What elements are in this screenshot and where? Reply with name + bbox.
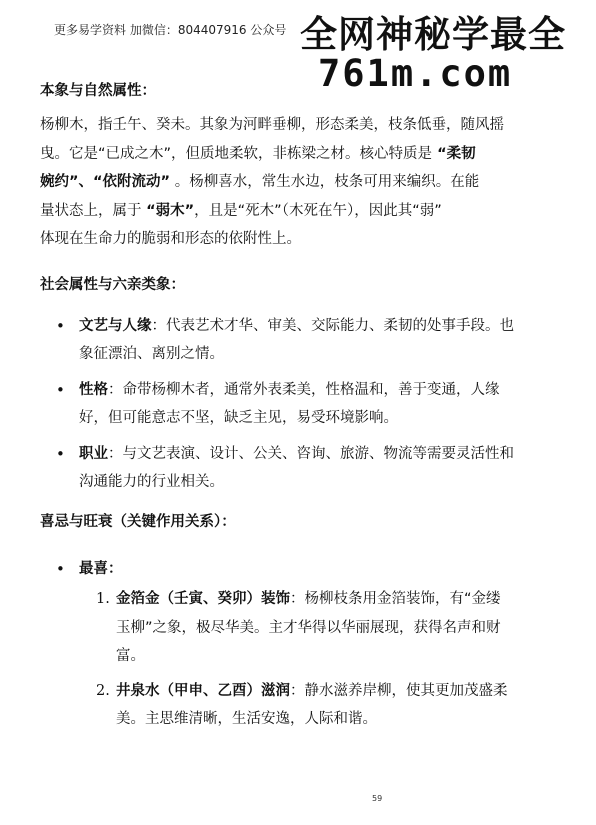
list-text: 象征漂泊、离别之情。 xyxy=(79,346,224,362)
paragraph-line: 体现在生命力的脆弱和形态的依附性上。 xyxy=(40,231,301,247)
list-text: ：命带杨柳木者，通常外表柔美，性格温和，善于变通，人缘 xyxy=(108,381,500,398)
list-item xyxy=(40,312,560,369)
list-text: ：代表艺术才华、审美、交际能力、柔韧的处事手段。也 xyxy=(151,317,514,334)
list-text: 好，但可能意志不坚，缺乏主见，易受环境影响。 xyxy=(79,410,398,426)
text-span: 量状态上，属于 xyxy=(40,202,147,219)
item-number: 2. xyxy=(96,682,110,699)
list-item xyxy=(40,376,560,433)
paragraph-line xyxy=(40,197,560,226)
section-heading-social: 社会属性与六亲类象： xyxy=(40,276,185,293)
numbered-item xyxy=(40,585,560,671)
numbered-item xyxy=(40,677,560,734)
list-term: 金箔金（壬寅、癸卯）装饰 xyxy=(116,591,290,607)
relations-list xyxy=(40,555,560,584)
section-heading-nature: 本象与自然属性： xyxy=(40,83,156,99)
text-span: 。杨柳喜水，常生水边，枝条可用来编织。在能 xyxy=(170,174,480,190)
text-span: ，且是“死木”（木死在午），因此其“弱” xyxy=(194,202,442,219)
bold-text: 婉约”、“依附流动” xyxy=(40,174,171,190)
list-item xyxy=(40,555,560,584)
item-number: 1. xyxy=(96,591,110,607)
social-list xyxy=(40,312,560,497)
list-term-suffix: ： xyxy=(108,560,123,577)
paragraph-line xyxy=(40,168,560,197)
list-text: 富。 xyxy=(116,648,145,664)
page-number: 59 xyxy=(372,794,383,803)
section-heading-relations: 喜忌与旺衰（关键作用关系）： xyxy=(40,513,236,530)
bold-text: “柔韧 xyxy=(432,145,476,162)
list-text: ：与文艺表演、设计、公关、咨询、旅游、物流等需要灵活性和 xyxy=(108,445,514,462)
list-text: ：静水滋养岸柳，使其更加茂盛柔 xyxy=(290,682,508,699)
list-term: 文艺与人缘 xyxy=(79,317,152,334)
list-text: 美。主思维清晰，生活安逸，人际和谐。 xyxy=(116,711,377,727)
bold-text: “弱木” xyxy=(146,202,195,219)
document-body xyxy=(40,80,560,740)
paragraph-line: 杨柳木，指壬午、癸未。其象为河畔垂柳，形态柔美，枝条低垂，随风摇 xyxy=(40,117,504,133)
list-item xyxy=(40,440,560,497)
list-term: 性格 xyxy=(79,381,108,398)
watermark-url: 761m.com xyxy=(318,52,513,95)
list-term: 井泉水（甲申、乙酉）滋润 xyxy=(116,682,290,699)
list-text: 玉柳”之象，极尽华美。主才华得以华丽展现，获得名声和财 xyxy=(116,619,501,636)
list-term: 职业 xyxy=(79,445,108,462)
text-span: 曳。它是“已成之木”，但质地柔软，非栋梁之材。核心特质是 xyxy=(40,145,433,162)
section-nature-paragraph xyxy=(40,111,560,254)
paragraph-line xyxy=(40,140,560,169)
list-term: 最喜 xyxy=(79,560,108,577)
watermark-title: 全网神秘学最全 xyxy=(300,13,566,56)
relations-numbered-list xyxy=(40,585,560,734)
header-note: 更多易学资料 加微信：804407916 公众号 xyxy=(54,23,287,37)
list-text: 沟通能力的行业相关。 xyxy=(79,474,224,490)
list-text: ：杨柳枝条用金箔装饰，有“金缕 xyxy=(290,591,501,607)
